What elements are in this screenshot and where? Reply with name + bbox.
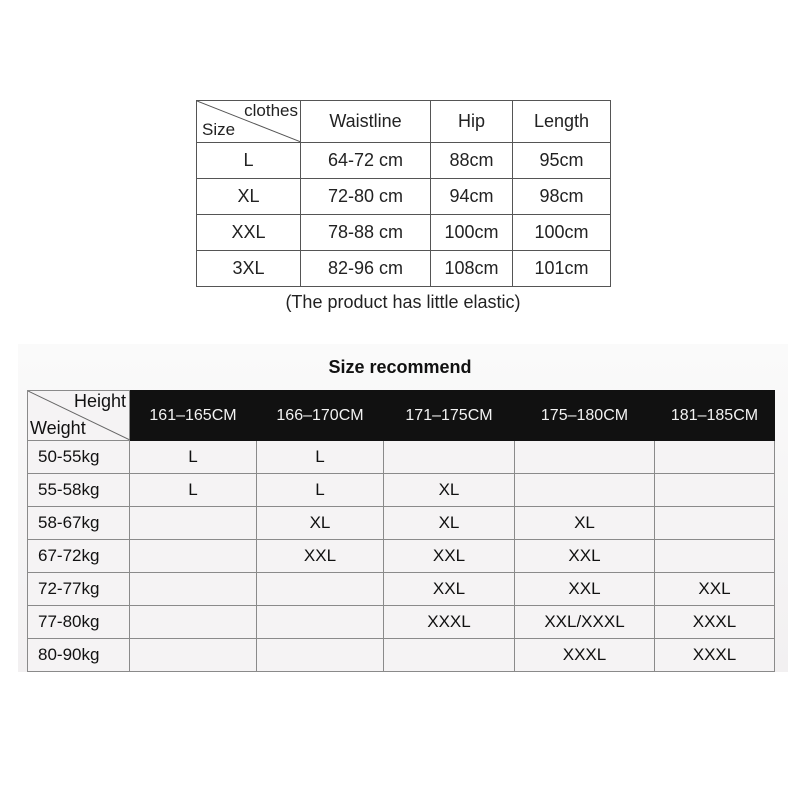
waistline-cell: 82-96 cm: [301, 251, 431, 287]
size-cell: XXXL: [655, 639, 775, 672]
size-cell: L: [257, 441, 384, 474]
size-cell: [257, 573, 384, 606]
waistline-cell: 78-88 cm: [301, 215, 431, 251]
size-chart-corner-cell: [197, 101, 301, 143]
corner-label-size: Size: [202, 120, 236, 139]
size-cell: XL: [515, 507, 655, 540]
size-cell: L: [130, 474, 257, 507]
size-cell: [130, 606, 257, 639]
size-cell: L: [130, 441, 257, 474]
waistline-cell: 72-80 cm: [301, 179, 431, 215]
hip-cell: 94cm: [431, 179, 513, 215]
weight-label: 50-55kg: [28, 441, 130, 474]
size-cell: L: [197, 143, 301, 179]
size-cell: XXL: [384, 573, 515, 606]
size-recommend-table: [27, 390, 775, 672]
weight-label: 72-77kg: [28, 573, 130, 606]
size-cell: [257, 639, 384, 672]
table-row: [197, 143, 611, 179]
size-cell: XXXL: [384, 606, 515, 639]
size-cell: [515, 474, 655, 507]
size-cell: XL: [257, 507, 384, 540]
weight-label: 67-72kg: [28, 540, 130, 573]
size-cell: L: [257, 474, 384, 507]
size-cell: [515, 441, 655, 474]
size-cell: XXL: [515, 573, 655, 606]
length-cell: 100cm: [513, 215, 611, 251]
weight-label: 55-58kg: [28, 474, 130, 507]
size-cell: XXXL: [655, 606, 775, 639]
size-cell: XXL: [257, 540, 384, 573]
height-header: 166–170CM: [257, 391, 384, 441]
size-cell: XXL: [197, 215, 301, 251]
size-cell: XXL: [655, 573, 775, 606]
size-cell: XXXL: [515, 639, 655, 672]
length-cell: 95cm: [513, 143, 611, 179]
size-cell: [655, 441, 775, 474]
size-cell: 3XL: [197, 251, 301, 287]
size-cell: XL: [197, 179, 301, 215]
size-cell: [130, 507, 257, 540]
weight-label: 77-80kg: [28, 606, 130, 639]
recommend-corner-cell: [28, 391, 130, 441]
header-hip: Hip: [431, 101, 513, 143]
weight-label: 80-90kg: [28, 639, 130, 672]
weight-label: 58-67kg: [28, 507, 130, 540]
size-cell: XXL: [384, 540, 515, 573]
recommend-header-row: [28, 391, 775, 441]
size-cell: [655, 540, 775, 573]
table-row: [28, 540, 775, 573]
table-row: [197, 179, 611, 215]
size-cell: XL: [384, 507, 515, 540]
table-row: [28, 639, 775, 672]
size-cell: [130, 540, 257, 573]
size-chart-table: [196, 100, 611, 287]
size-cell: [384, 639, 515, 672]
waistline-cell: 64-72 cm: [301, 143, 431, 179]
length-cell: 98cm: [513, 179, 611, 215]
size-recommend-title: Size recommend: [328, 357, 472, 377]
hip-cell: 108cm: [431, 251, 513, 287]
size-cell: [257, 606, 384, 639]
size-cell: XXL/XXXL: [515, 606, 655, 639]
table-row: [197, 251, 611, 287]
corner-label-height: Height: [73, 391, 126, 411]
size-cell: XL: [384, 474, 515, 507]
length-cell: 101cm: [513, 251, 611, 287]
corner-label-weight: Weight: [30, 418, 86, 438]
size-cell: [655, 474, 775, 507]
height-header: 175–180CM: [515, 391, 655, 441]
table-row: [28, 507, 775, 540]
table-row: [28, 606, 775, 639]
height-header: 161–165CM: [130, 391, 257, 441]
size-cell: XXL: [515, 540, 655, 573]
height-header: 181–185CM: [655, 391, 775, 441]
hip-cell: 100cm: [431, 215, 513, 251]
height-header: 171–175CM: [384, 391, 515, 441]
hip-cell: 88cm: [431, 143, 513, 179]
elastic-note: (The product has little elastic): [285, 292, 521, 312]
size-chart-header-row: [197, 101, 611, 143]
size-cell: [384, 441, 515, 474]
header-length: Length: [513, 101, 611, 143]
table-row: [28, 474, 775, 507]
size-cell: [130, 573, 257, 606]
size-cell: [130, 639, 257, 672]
size-cell: [655, 507, 775, 540]
table-row: [28, 573, 775, 606]
corner-label-clothes: clothes: [244, 101, 298, 120]
table-row: [197, 215, 611, 251]
table-row: [28, 441, 775, 474]
header-waistline: Waistline: [301, 101, 431, 143]
